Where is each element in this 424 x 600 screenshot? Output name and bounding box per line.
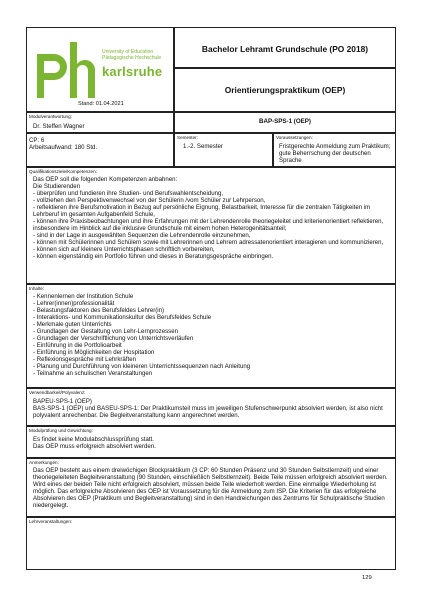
university-city: karlsruhe [102,64,163,79]
module-lead-label: Modulverantwortung: [29,114,72,119]
contents-text: - Kennenlernen der Institution Schule - Lehrer(innen)professionalität - Belastungsfaktoren des Berufsfeldes Lehrer(in) - Interaktions- und Kommunikationskultur des Berufsfeldes Schule - Merkmale guten Unterrichts - Grundlagen der Gestaltung von Lehr-Lernprozessen - Grundlagen der Verschriftlichung von Unterrichtsverläufen - Einführung in die Portfolioarbeit - Einführung in Möglichkeiten der Hospitation - Reflexionsgespräche mit Lehrkräften - Planung und Durchführung von kleineren Unterrichtssequenzen nach Anleitung - Teilnahme an schulischen Veranstaltungen [33,293,251,377]
university-logo [34,40,174,100]
prerequisites-label: Voraussetzungen: [276,135,313,140]
page-number: 129 [362,575,372,581]
ph-logo-mark-icon [34,40,96,98]
courses-label: Lehrveranstaltungen: [29,519,73,524]
usage-label: Verwendbarkeit/Polyvalenz: [29,390,86,395]
notes-label: Anmerkungen: [29,460,59,465]
notes-text: Das OEP besteht aus einem dreiwöchigen Blockpraktikum (3 CP: 60 Stunden Präsenz und 30 Stunden Selbstlernzeit) und einer theoriegeleiteten Begleitveranstaltung (90 Stunden, einschließlich Selbstlernzeit). Beide Teile müssen erfolgreich absolviert werden. Wird eines der beiden Teile nicht erfolgreich absolviert, müssen beide Teile wiederholt werden. Eine einmalige Wiederholung ist möglich. Das erfolgreiche Absolvieren des OEP ist Voraussetzung für die Anmeldung zum ISP. Die Kriterien für das erfolgreiche Absolvieren des OEP (Praktikum und Begleitveranstaltung) sind in den Handreichungen des Zentrums für Schulpraktische Studien niedergelegt. [33,467,388,509]
university-name: University of Education Pädagogische Hochschule [102,49,162,61]
courses-cell [26,517,396,570]
qualification-label: Qualifikationsziele/Kompetenzen: [29,169,97,174]
module-code: BAP-SPS-1 (OEP) [259,118,311,125]
stand-date: Stand: 01.04.2021 [78,101,124,107]
contents-label: Inhalte: [29,286,45,291]
usage-text: BAPEU-SPS-1 (OEP) BAS-SPS-1 (OEP) und BASEU-SPS-1: Der Praktikumsteil muss im jeweiligen Stufenschwerpunkt absolviert werden, ist also nicht polyvalent anrechenbar. Die Begleitveranstaltung kann angerechnet werden. [33,398,383,419]
cp-workload: CP: 6 Arbeitsaufwand: 180 Std. [29,137,98,151]
semester-value: 1.-2. Semester [183,143,223,150]
semester-label: Semester: [177,135,198,140]
module-lead-value: Dr. Steffen Wagner [33,123,85,130]
exam-label: Modulprüfung und Gewichtung: [29,428,93,433]
program-title: Bachelor Lehramt Grundschule (PO 2018) [201,44,369,54]
qualification-text: Das OEP soll die folgenden Kompetenzen anbahnen: Die Studierenden - überprüfen und fundieren ihre Studien- und Berufswahlentscheidung, - vollziehen den Perspektivenwechsel von der Schülerin /vom Schüler zur Lehrperson, - reflektieren ihre Berufsmotivation in Bezug auf persönliche Eignung, Belastbarkeit, Interesse für die zentralen Tätigkeiten im Lehrberuf im gesamten Aufgabenfeld Schule, - können ihre Praxisbeobachtungen und ihre Erfahrungen mit der Lehrendenrolle theoriegeleitet und kriterienorientiert reflektieren, insbesondere im Hinblick auf die inklusive Grundschule mit einem hohen Heterogenitätsanteil; - sind in der Lage in ausgewählten Sequenzen die Lehrendenrolle einzunehmen, - können mit Schülerinnen und Schülern sowie mit Lehrerinnen und Lehrern adressatenorientiert interagieren und kommunizieren, - können sich auf kleinere Unterrichtsphasen schriftlich vorbereiten, - können eigenständig ein Portfolio führen und dieses in Beratungsgespräche einbringen. [33,176,384,260]
prerequisites-value: Fristgerechte Anmeldung zum Praktikum; gute Beherrschung der deutschen Sprache [279,143,391,164]
exam-text: Es findet keine Modulabschlussprüfung statt. Das OEP muss erfolgreich absolviert werden. [33,436,156,450]
module-title: Orientierungspraktikum (OEP) [224,85,346,95]
